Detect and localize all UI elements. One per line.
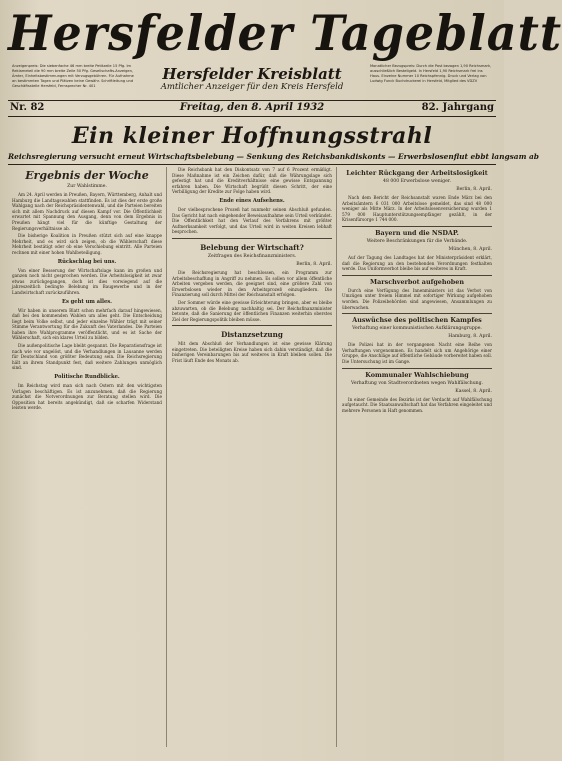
column-rule — [336, 167, 337, 747]
article-dek: 48 000 Erwerbslose weniger. — [383, 179, 451, 184]
article-title: Kommunaler Wahlschiebung — [365, 370, 469, 379]
article-paragraph: Die Polizei hat in der vergangenen Nacht eine Reihe von Verhaftungen vorgenommen. Es handelt sich um Angehörige einer Gruppe, die Anschläge auf öffentliche Gebäude vorbereitet haben soll. Die Untersuchung ist im Gange. — [342, 342, 492, 364]
article-paragraph: Auf der Tagung des Landtages hat der Ministerpräsident erklärt, daß die Regierung an den bestehenden Verordnungen festhalten werde. Das Uniformverbot bleibe bis auf weiteres in Kraft. — [342, 254, 492, 272]
article-dek: Zur Wahlstimme. — [67, 184, 107, 189]
divider — [172, 238, 332, 239]
article-dek: Verhaftung von Stadtverordneten wegen Wahlfälschung. — [350, 380, 484, 386]
main-headline: Ein kleiner Hoffnungsstrahl — [71, 123, 433, 149]
article-dek: Verhaftung einer kommunistischen Aufklärungsgruppe. — [352, 326, 482, 332]
article-paragraph: Mit dem Abschluß der Verhandlungen ist eine gewisse Klärung eingetreten. Die beteiligten Kreise haben sich dahin verständigt, daß die bisherigen Vereinbarungen bis auf weiteres in Kraft bleiben sollen. Die Frist läuft Ende des Monats ab. — [172, 341, 332, 364]
volume-number: 82. Jahrgang — [421, 102, 494, 113]
article-paragraph: In einer Gemeinde des Bezirks ist der Verdacht auf Wahlfälschung aufgetaucht. Die Staatsanwaltschaft hat das Verfahren eingeleitet und mehrere Personen in Haft genommen. — [342, 396, 492, 413]
article-dateline: Hamburg, 8. April. — [448, 334, 492, 340]
divider — [342, 226, 492, 227]
issue-number: Nr. 82 — [10, 102, 45, 113]
article-title: Marschverbot aufgehoben — [370, 277, 464, 286]
newspaper-title: Hersfelder Tageblatt — [8, 4, 562, 62]
article-paragraph: Von einer Besserung der Wirtschaftslage kann im großen und ganzen noch nicht gesprochen werden. Die Arbeitslosigkeit ist zwar etwas zurückgegangen, doch ist dies vorwiegend auf die jahreszeitlich bedingte Belebung im Baugewerbe und in der Landwirtschaft zurückzuführen. — [12, 267, 162, 295]
newspaper-subtitle: Hersfelder Kreisblatt — [162, 65, 342, 83]
article-paragraph: Die Reichsregierung hat beschlossen, ein Programm zur Arbeitsbeschaffung in Angriff zu nehmen. Es sollen vor allem öffentliche Arbeiten vergeben werden, die geeignet sind, eine größere Zahl von Erwerbslosen wieder in den Arbeitsprozeß einzugliedern. Die Finanzierung soll durch Mittel der Reichsanstalt erfolgen. — [172, 269, 332, 298]
subscription-price-box: Monatlicher Bezugspreis: Durch die Post bezogen 1,90 Reichsmark, ausschließlich Bestellgeld. In Hersfeld 1,90 Reichsmark frei ins Haus. Einzelne Nummer 10 Reichspfennig. Druck und Verlag von Ludwig Funck Buchdruckerei in Hersfeld, Mitglied des VDZV — [370, 64, 492, 83]
article-paragraph: Im Reichstag wird man sich nach Ostern mit den wichtigsten Vorlagen beschäftigen. Es ist anzunehmen, daß die Regierung zunächst die Notverordnungen zur Beratung stellen wird. Die Opposition hat bereits angekündigt, daß sie scharfen Widerstand leisten werde. — [12, 383, 162, 411]
article-dek: Weitere Beschränkungen für die Verbände. — [366, 238, 468, 244]
divider — [172, 325, 332, 326]
masthead — [8, 4, 562, 92]
article-dateline: Berlin, 8. April. — [456, 187, 492, 192]
article-paragraph: Der Sommer würde eine gewisse Erleichterung bringen, aber es bleibe abzuwarten, ob die Belebung nachhaltig sei. Der Reichsfinanzminister betonte, daß die Sanierung der öffentlichen Finanzen weiterhin oberstes Ziel der Regierungspolitik bleiben müsse. — [172, 299, 332, 322]
article-title: Distanzsetzung — [221, 330, 283, 340]
divider — [342, 275, 492, 276]
advertising-price-box: Anzeigenpreis: Die siebenfache 46 mm breite Petitzeile 15 Pfg. Im Reklameteil die 90 mm breite Zeile 50 Pfg. Gesellschafts-Anzeigen, Ämter, Einheitsbestimmungen mit Verzugsgebühren. Für Aufnahme an bestimmten Tagen und Plätzen keine Gewähr. Schriftleitung und Geschäftsstelle Hersfeld, Fernsprecher Nr. 401 — [12, 64, 134, 88]
article-paragraph: Die Reichsbank hat den Diskontsatz von 7 auf 6 Prozent ermäßigt. Diese Maßnahme ist ein Zeichen dafür, daß die Währungslage sich gefestigt hat und die Kreditverhältnisse eine gewisse Entspannung erfahren haben. Die Wirtschaft begrüßt diesen Schritt, der eine Verbilligung der Kredite zur Folge haben wird. — [172, 167, 332, 195]
article-paragraph: Die bisherige Koalition in Preußen stützt sich auf eine knappe Mehrheit, und es wird sich zeigen, ob die Wählerschaft diese Mehrheit bestätigt oder ob eine Verschiebung eintritt. Alle Parteien rechnen mit einer hohen Wahlbeteiligung. — [12, 233, 162, 255]
column-right — [342, 167, 492, 415]
section-heading: Politische Rundblicke. — [54, 374, 120, 381]
article-paragraph: Der vielbesprochene Prozeß hat nunmehr seinen Abschluß gefunden. Das Gericht hat nach eingehender Beweisaufnahme sein Urteil verkündet. Die Öffentlichkeit hat den Verlauf des Verfahrens mit größter Aufmerksamkeit verfolgt, und das Urteil wird in weiten Kreisen lebhaft besprochen. — [172, 206, 332, 235]
article-paragraph: Nach dem Bericht der Reichsanstalt waren Ende März bei den Arbeitsämtern 6 031 000 Arbeitslose gemeldet, das sind 48 000 weniger als Mitte März. In der Arbeitslosenversicherung wurden 1 579 000 Hauptunterstützungsempfänger gezählt, in der Krisenfürsorge 1 744 000. — [342, 195, 492, 223]
divider — [342, 368, 492, 369]
article-title: Bayern und die NSDAP. — [375, 228, 459, 237]
article-paragraph: Am 24. April werden in Preußen, Bayern, Württemberg, Anhalt und Hamburg die Landtagswahlen stattfinden. Es ist dies der erste große Wahlgang nach der Reichspräsidentenwahl, und die Parteien bereiten sich mit allem Nachdruck auf diesen Kampf vor. Die Öffentlichkeit erwartet mit Spannung den Ausgang, denn von dem Ergebnis in Preußen hängt viel für die künftige Gestaltung der Regierungsverhältnisse ab. — [12, 192, 162, 231]
article-title: Auswüchse des politischen Kampfes — [352, 316, 482, 325]
article-title: Leichter Rückgang der Arbeitslosigkeit — [346, 169, 488, 177]
article-paragraph: Die außenpolitische Lage bleibt gespannt. Die Reparationsfrage ist nach wie vor ungelöst, und die Verhandlungen in Lausanne werden für Deutschland von größter Bedeutung sein. Die Reichsregierung hält an ihrem Standpunkt fest, daß weitere Zahlungen unmöglich sind. — [12, 343, 162, 371]
section-heading: Es geht um alles. — [62, 298, 112, 305]
column-middle — [172, 167, 332, 366]
column-rule — [166, 167, 167, 747]
section-heading: Ende eines Aufsehens. — [219, 197, 285, 204]
article-title: Belebung der Wirtschaft? — [200, 242, 304, 252]
article-title: Ergebnis der Woche — [25, 169, 149, 182]
article-dateline: Kassel, 8. April. — [455, 388, 492, 394]
article-dateline: München, 8. April. — [448, 246, 492, 252]
issue-date: Freitag, den 8. April 1932 — [179, 102, 325, 113]
article-dek: Zeitfragen des Reichsfinanzministers. — [207, 253, 297, 259]
article-paragraph: Wir haben in unserem Blatt schon mehrfach darauf hingewiesen, daß bei den kommenden Wahlen um alles geht. Die Entscheidung liegt beim Volke selbst, und jeder einzelne Wähler trägt mit seiner Stimme Verantwortung für die Zukunft des Vaterlandes. Die Parteien haben ihre Wahlprogramme veröffentlicht, und es ist Sache der Wählerschaft, sich ein klares Urteil zu bilden. — [12, 307, 162, 341]
main-subheadline: Reichsregierung versucht erneut Wirtschaftsbelebung — Senkung des Reichsbankdiskonts — Erwerbslosenflut ebbt langsam ab — [8, 152, 496, 165]
section-heading: Rückschlag bei uns. — [57, 258, 117, 265]
newspaper-tagline: Amtlicher Anzeiger für den Kreis Hersfeld — [160, 82, 344, 92]
divider — [342, 313, 492, 314]
article-paragraph: Durch eine Verfügung des Innenministers ist das Verbot von Umzügen unter freiem Himmel mit sofortiger Wirkung aufgehoben worden. Die Polizeibehörden sind angewiesen, Ansammlungen zu überwachen. — [342, 287, 492, 310]
article-dateline: Berlin, 8. April. — [296, 261, 332, 267]
column-left — [12, 167, 162, 413]
dateline-bar — [8, 100, 496, 117]
